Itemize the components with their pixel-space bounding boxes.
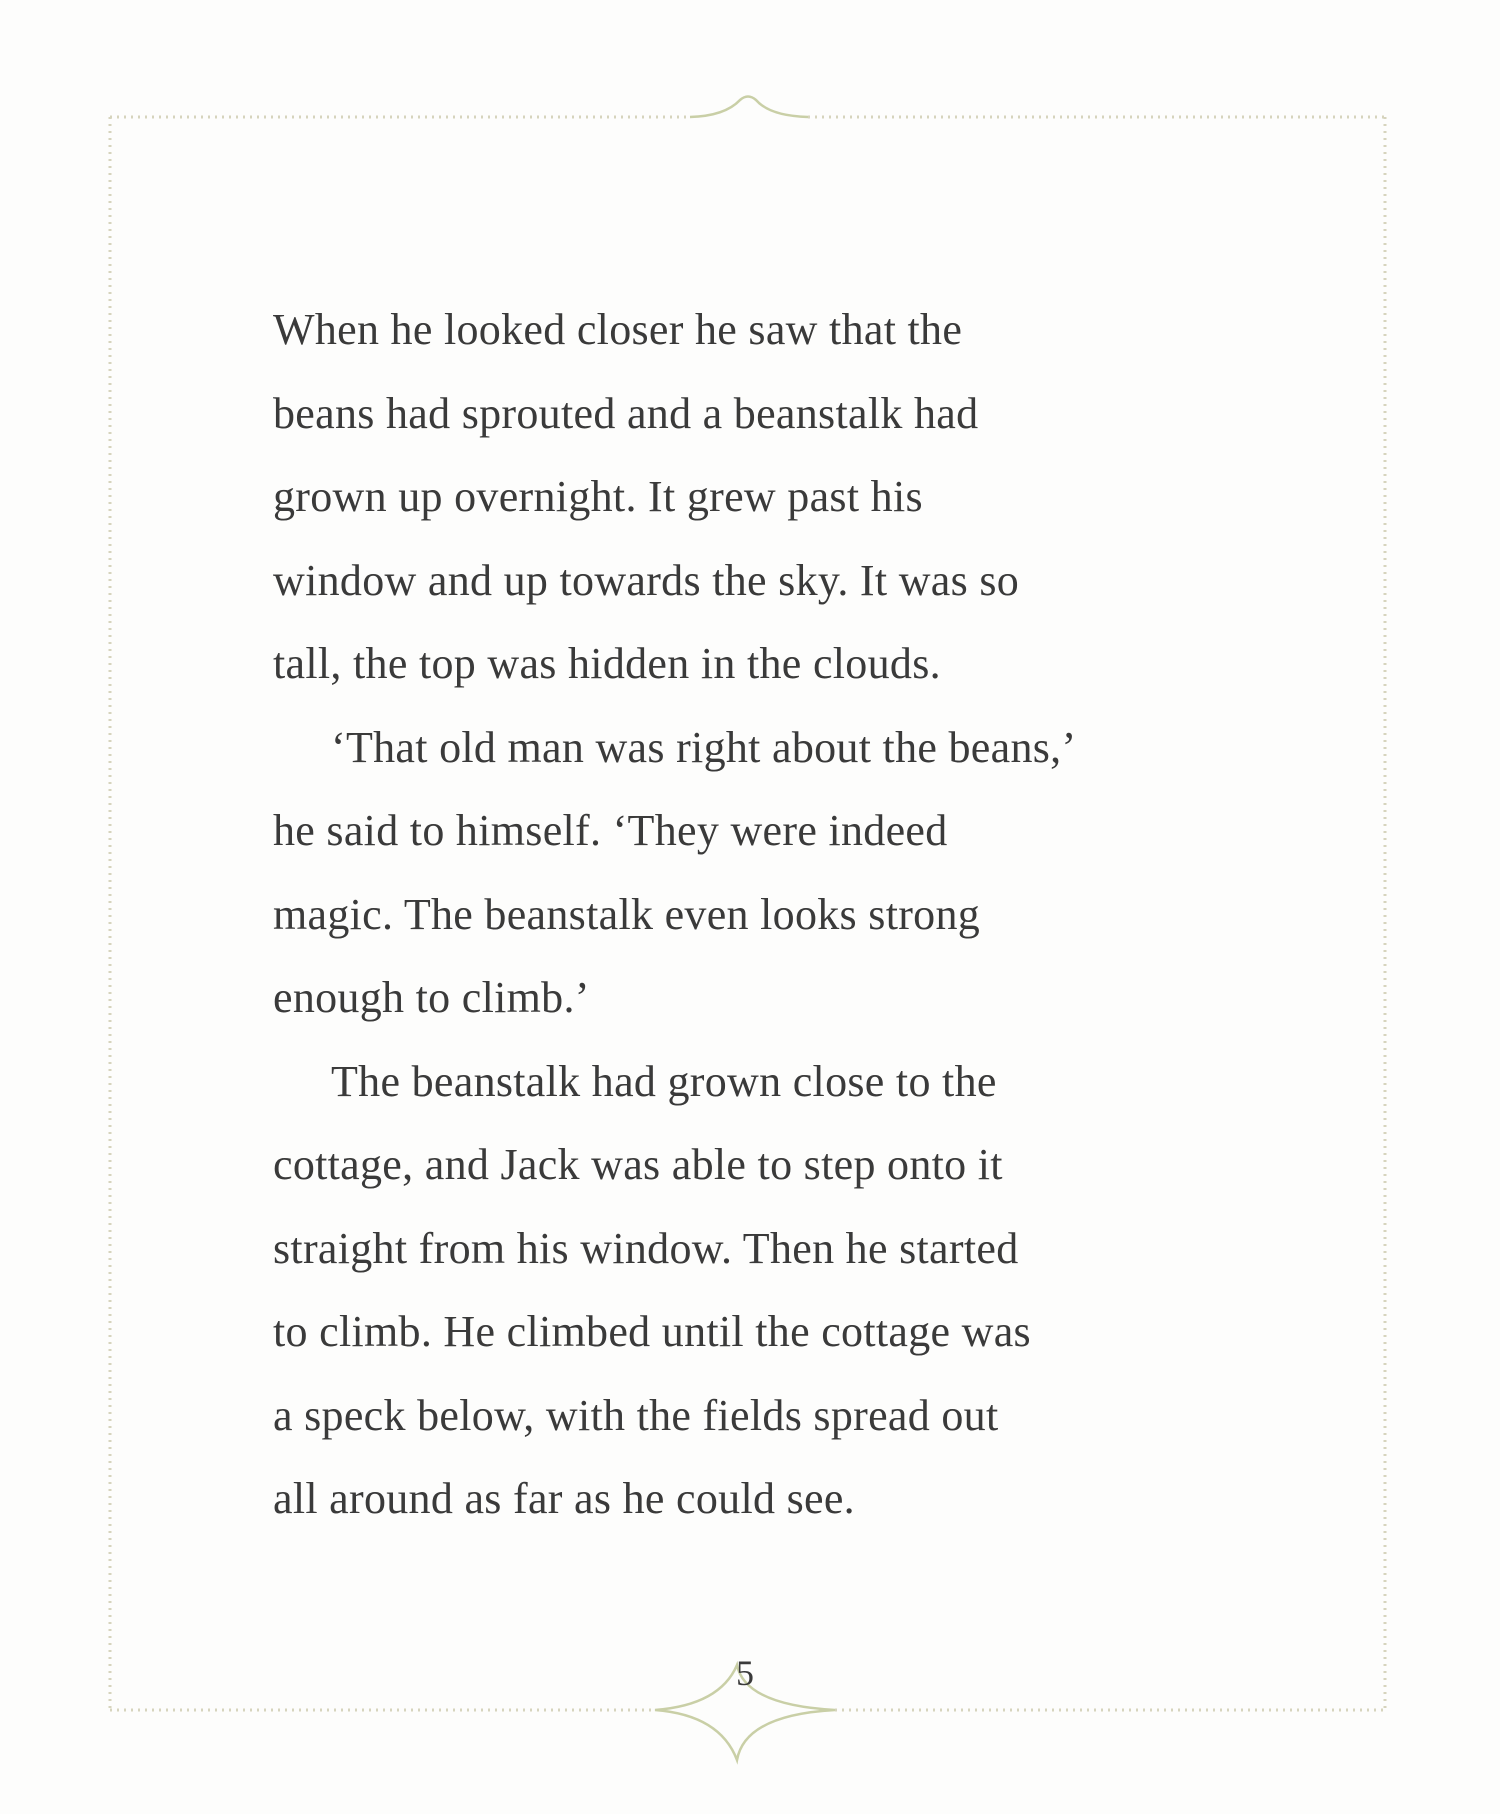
text-line: When he looked closer he saw that the xyxy=(273,305,963,354)
text-line: beans had sprouted and a beanstalk had xyxy=(273,388,979,438)
text-line: to climb. He climbed until the cottage was xyxy=(273,1307,1031,1356)
text-line: grown up overnight. It grew past his xyxy=(273,472,923,521)
text-line: he said to himself. ‘They were indeed xyxy=(273,806,948,855)
text-line: The beanstalk had grown close to the xyxy=(331,1056,997,1106)
text-line: ‘That old man was right about the beans,’ xyxy=(331,722,1077,772)
page-number: 5 xyxy=(736,1653,754,1693)
text-line: straight from his window. Then he started xyxy=(273,1223,1019,1273)
text-line: magic. The beanstalk even looks strong xyxy=(273,889,981,939)
text-line: enough to climb.’ xyxy=(273,973,590,1022)
story-text xyxy=(273,288,1233,1541)
text-line: all around as far as he could see. xyxy=(273,1474,855,1523)
top-ornament xyxy=(690,97,808,118)
text-line: cottage, and Jack was able to step onto it xyxy=(273,1140,1003,1189)
text-line: window and up towards the sky. It was so xyxy=(273,555,1020,605)
text-line: tall, the top was hidden in the clouds. xyxy=(273,639,941,688)
text-line: a speck below, with the fields spread out xyxy=(273,1390,999,1440)
